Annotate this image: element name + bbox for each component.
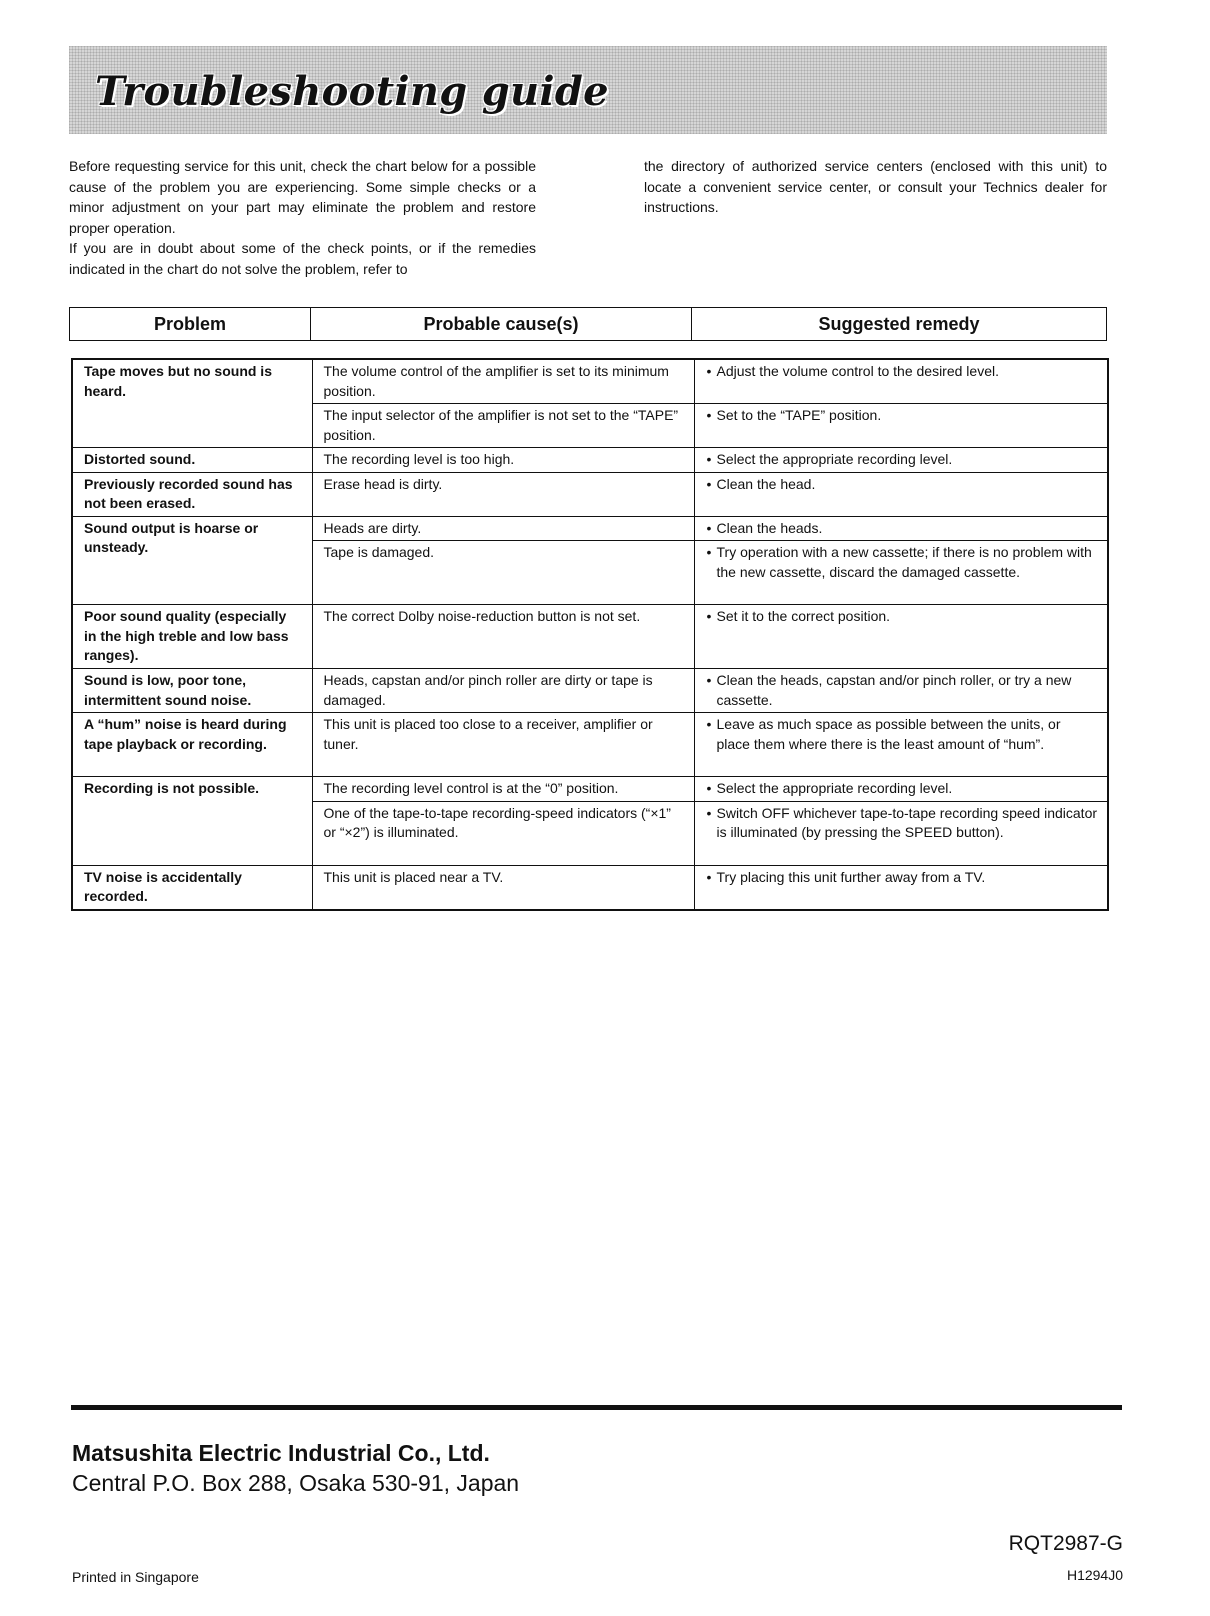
header-cause: Probable cause(s) bbox=[311, 308, 692, 340]
remedy-cell: • Set it to the correct position. bbox=[694, 605, 1108, 669]
remedy-cell: • Try placing this unit further away from a TV. bbox=[694, 865, 1108, 910]
cause-cell: One of the tape-to-tape recording-speed indicators (“×1” or “×2”) is illuminated. bbox=[312, 801, 694, 865]
page-title: Troubleshooting guide bbox=[95, 68, 609, 115]
problem-cell: A “hum” noise is heard during tape playback or recording. bbox=[72, 713, 312, 777]
footer-divider bbox=[71, 1405, 1122, 1410]
cause-cell: Heads are dirty. bbox=[312, 516, 694, 541]
cause-cell: The volume control of the amplifier is set to its minimum position. bbox=[312, 359, 694, 404]
intro-right-column bbox=[644, 156, 1107, 218]
remedy-cell: • Switch OFF whichever tape-to-tape recording speed indicator is illuminated (by pressing the SPEED button). bbox=[694, 801, 1108, 865]
remedy-cell: • Clean the head. bbox=[694, 472, 1108, 516]
remedy-cell: • Leave as much space as possible between the units, or place them where there is the least amount of “hum”. bbox=[694, 713, 1108, 777]
intro-paragraph: the directory of authorized service centers (enclosed with this unit) to locate a convenient service center, or consult your Technics dealer for instructions. bbox=[644, 158, 1107, 215]
problem-cell: Recording is not possible. bbox=[72, 777, 312, 866]
header-problem: Problem bbox=[70, 308, 311, 340]
cause-cell: This unit is placed too close to a receiver, amplifier or tuner. bbox=[312, 713, 694, 777]
table-row bbox=[72, 713, 1108, 777]
document-code: RQT2987-G bbox=[1008, 1532, 1123, 1555]
table-row bbox=[72, 359, 1108, 404]
troubleshooting-table bbox=[71, 358, 1109, 911]
problem-cell: Sound output is hoarse or unsteady. bbox=[72, 516, 312, 605]
remedy-cell: • Clean the heads. bbox=[694, 516, 1108, 541]
cause-cell: The recording level is too high. bbox=[312, 448, 694, 473]
printed-location: Printed in Singapore bbox=[72, 1569, 199, 1585]
batch-code: H1294J0 bbox=[1066, 1567, 1123, 1583]
remedy-cell: • Adjust the volume control to the desired level. bbox=[694, 359, 1108, 404]
table-row bbox=[72, 448, 1108, 473]
problem-cell: Poor sound quality (especially in the high treble and low bass ranges). bbox=[72, 605, 312, 669]
cause-cell: The input selector of the amplifier is not set to the “TAPE” position. bbox=[312, 404, 694, 448]
problem-cell: Distorted sound. bbox=[72, 448, 312, 473]
table-row bbox=[72, 472, 1108, 516]
company-name: Matsushita Electric Industrial Co., Ltd. bbox=[72, 1440, 490, 1466]
remedy-cell: • Set to the “TAPE” position. bbox=[694, 404, 1108, 448]
problem-cell: Previously recorded sound has not been erased. bbox=[72, 472, 312, 516]
remedy-cell: • Select the appropriate recording level. bbox=[694, 448, 1108, 473]
title-banner bbox=[69, 46, 1107, 134]
problem-cell: TV noise is accidentally recorded. bbox=[72, 865, 312, 910]
table-row bbox=[72, 516, 1108, 541]
intro-left-column bbox=[69, 156, 536, 279]
remedy-cell: • Select the appropriate recording level. bbox=[694, 777, 1108, 802]
intro-paragraph: If you are in doubt about some of the check points, or if the remedies indicated in the chart do not solve the problem, refer to bbox=[69, 240, 536, 277]
header-remedy: Suggested remedy bbox=[818, 313, 980, 334]
intro-paragraph: Before requesting service for this unit, check the chart below for a possible cause of the problem you are experiencing. Some simple checks or a minor adjustment on your part may eliminate the problem and restore proper operation. bbox=[69, 158, 536, 236]
problem-cell: Tape moves but no sound is heard. bbox=[72, 359, 312, 448]
table-row bbox=[72, 777, 1108, 802]
cause-cell: The recording level control is at the “0” position. bbox=[312, 777, 694, 802]
remedy-cell: • Try operation with a new cassette; if there is no problem with the new cassette, discard the damaged cassette. bbox=[694, 541, 1108, 605]
remedy-cell: • Clean the heads, capstan and/or pinch roller, or try a new cassette. bbox=[694, 669, 1108, 713]
cause-cell: The correct Dolby noise-reduction button is not set. bbox=[312, 605, 694, 669]
cause-cell: Heads, capstan and/or pinch roller are dirty or tape is damaged. bbox=[312, 669, 694, 713]
company-address: Central P.O. Box 288, Osaka 530-91, Japan bbox=[72, 1470, 520, 1496]
problem-cell: Sound is low, poor tone, intermittent sound noise. bbox=[72, 669, 312, 713]
cause-cell: This unit is placed near a TV. bbox=[312, 865, 694, 910]
cause-cell: Tape is damaged. bbox=[312, 541, 694, 605]
table-row bbox=[72, 605, 1108, 669]
cause-cell: Erase head is dirty. bbox=[312, 472, 694, 516]
table-header bbox=[69, 307, 1107, 341]
table-row bbox=[72, 669, 1108, 713]
table-row bbox=[72, 865, 1108, 910]
